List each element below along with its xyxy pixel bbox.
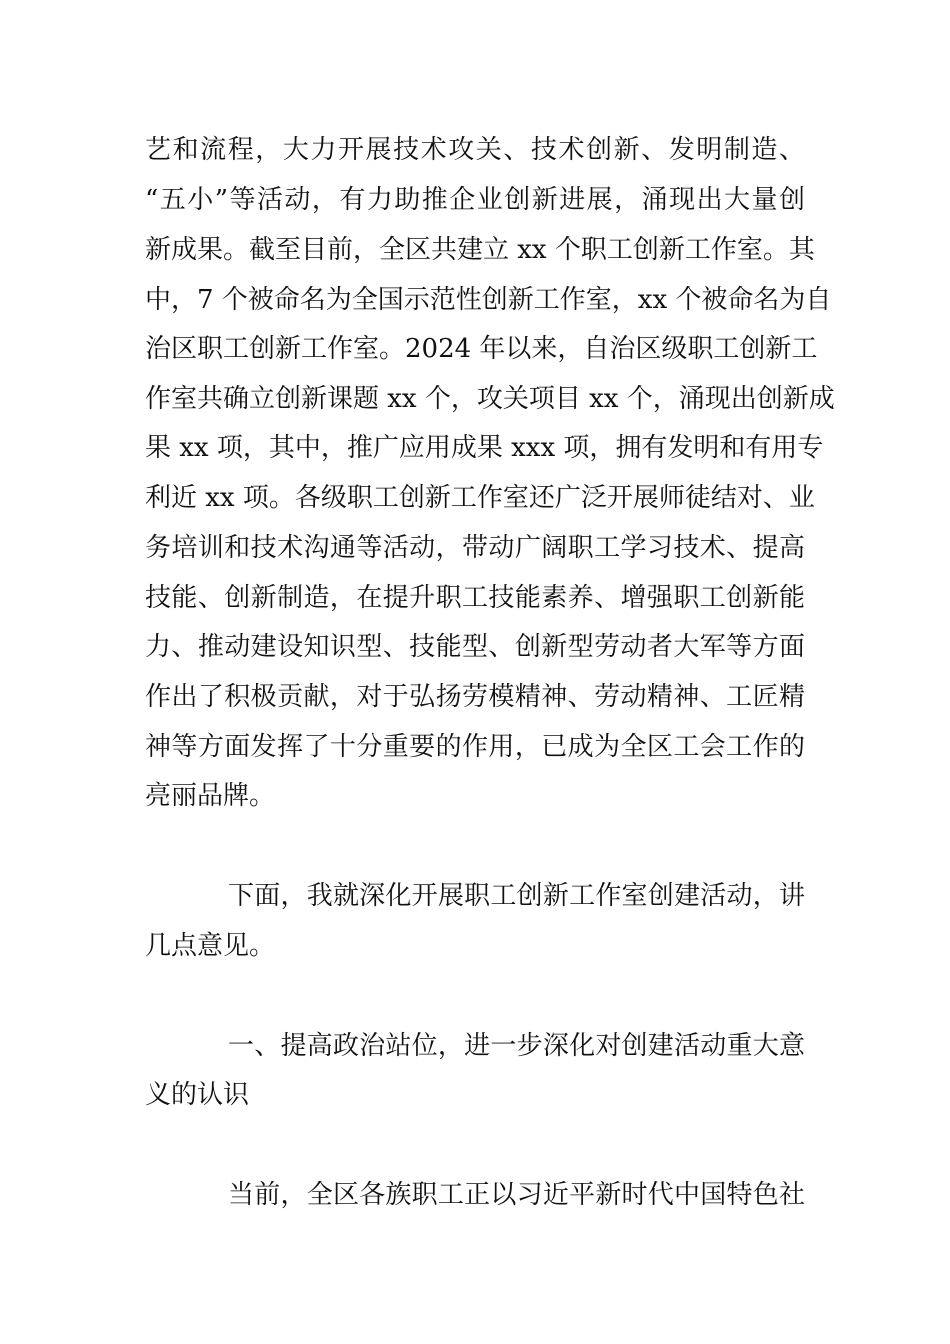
text-line: 果 xx 项，其中，推广应用成果 xxx 项，拥有发明和有用专 bbox=[145, 433, 824, 463]
text-line: 作室共确立创新课题 xx 个，攻关项目 xx 个，涌现出创新成 bbox=[145, 384, 835, 414]
text-line: 治区职工创新工作室。2024 年以来，自治区级职工创新工 bbox=[145, 334, 818, 364]
text-line: 亮丽品牌。 bbox=[145, 781, 276, 811]
text-line: 务培训和技术沟通等活动，带动广阔职工学习技术、提高 bbox=[145, 533, 805, 563]
text-line: “五小”等活动，有力助推企业创新进展，涌现出大量创 bbox=[145, 185, 805, 215]
text-line: 当前，全区各族职工正以习近平新时代中国特色社 bbox=[228, 1180, 805, 1210]
text-line: 下面，我就深化开展职工创新工作室创建活动，讲 bbox=[228, 881, 805, 911]
text-line: 艺和流程，大力开展技术攻关、技术创新、发明制造、 bbox=[145, 135, 805, 165]
text-line: 利近 xx 项。各级职工创新工作室还广泛开展师徒结对、业 bbox=[145, 483, 815, 513]
text-line: 新成果。截至目前，全区共建立 xx 个职工创新工作室。其 bbox=[145, 235, 815, 265]
text-line: 力、推动建设知识型、技能型、创新型劳动者大军等方面 bbox=[145, 632, 805, 662]
text-line: 技能、创新制造，在提升职工技能素养、增强职工创新能 bbox=[145, 583, 805, 613]
text-line: 中，7 个被命名为全国示范性创新工作室，xx 个被命名为自 bbox=[145, 285, 832, 315]
text-line: 作出了积极贡献，对于弘扬劳模精神、劳动精神、工匠精 bbox=[145, 682, 805, 712]
text-line: 义的认识 bbox=[145, 1080, 250, 1110]
text-line: 神等方面发挥了十分重要的作用，已成为全区工会工作的 bbox=[145, 732, 805, 762]
text-line: 一、提高政治站位，进一步深化对创建活动重大意 bbox=[228, 1031, 805, 1061]
text-line: 几点意见。 bbox=[145, 931, 276, 961]
